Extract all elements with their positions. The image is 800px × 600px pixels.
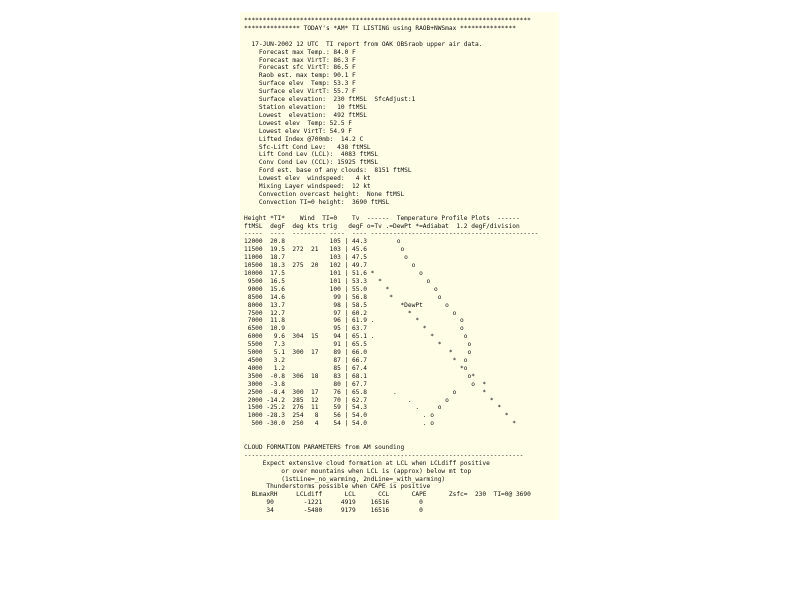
- report-line: Lowest elev windspeed: 4 kt: [244, 175, 371, 183]
- report-line: 12000 20.8 105 | 44.3 o: [244, 238, 401, 246]
- report-line: 7000 11.8 96 | 61.9 . * o: [244, 317, 464, 325]
- report-line: (1stLine=_no_warming, 2ndLine=_with_warming): [244, 475, 446, 483]
- report-line: 5000 5.1 300 17 89 | 66.0 * o: [244, 349, 472, 357]
- report-line: Forecast max Temp.: 84.0 F: [244, 48, 356, 56]
- report-line: 2000 -14.2 285 12 70 | 62.7 . o *: [244, 396, 494, 404]
- report-line: Ford est. base of any clouds: 8151 ftMSL: [244, 167, 412, 175]
- report-line: Raob est. max temp: 90.1 F: [244, 72, 356, 80]
- report-line: 6000 9.6 304 15 94 | 65.1 . * o: [244, 333, 468, 341]
- report-line: *************** TODAY's *AM* TI LISTING using RAOB+NWSmax ***************: [244, 24, 516, 32]
- report-line: 3500 -0.8 306 18 83 | 68.1 o*: [244, 372, 475, 380]
- report-line: Expect extensive cloud formation at LCL when LCLdiff positive: [244, 459, 490, 467]
- report-line: 4000 1.2 85 | 67.4 *o: [244, 364, 468, 372]
- report-line: 90 -1221 4919 16516 0: [244, 499, 423, 507]
- report-line: Surface elev VirtT: 55.7 F: [244, 88, 356, 96]
- report-line: Station elevation: 10 ftMSL: [244, 103, 367, 111]
- report-line: 9500 16.5 101 | 53.3 * o: [244, 277, 431, 285]
- report-line: 11000 18.7 103 | 47.5 o: [244, 254, 408, 262]
- report-line: or over mountains when LCL is (approx) below mt top: [244, 467, 472, 475]
- report-line: 8000 13.7 98 | 58.5 *DewPt o: [244, 301, 449, 309]
- report-line: Forecast sfc VirtT: 86.5 F: [244, 64, 356, 72]
- report-line: Sfc-Lift Cond Lev: 438 ftMSL: [244, 143, 371, 151]
- report-line: BLmaxRH LCLdiff LCL CCL CAPE Zsfc= 230 TI=0@ 3690: [244, 491, 531, 499]
- report-line: Height *TI* Wind TI=0 Tv ------ Temperature Profile Plots ------: [244, 214, 520, 222]
- report-line: Surface elev Temp: 53.3 F: [244, 80, 356, 88]
- report-line: 4500 3.2 87 | 66.7 * o: [244, 356, 468, 364]
- report-line: 10000 17.5 101 | 51.6 * o: [244, 270, 423, 277]
- report-line: ---------------------------------------------------------------------------: [244, 451, 524, 459]
- report-line: 6500 10.9 95 | 63.7 * o: [244, 325, 464, 333]
- report-line: 17-JUN-2002 12 UTC TI report from OAK OBSraob upper air data.: [244, 40, 483, 48]
- report-line: 5500 7.3 91 | 65.5 * o: [244, 341, 472, 349]
- report-line: Lift Cond Lev (LCL): 4083 ftMSL: [244, 151, 379, 159]
- report-line: 10500 18.3 275 20 102 | 49.7 o: [244, 262, 416, 270]
- report-line: Convection TI=0 height: 3690 ftMSL: [244, 198, 390, 206]
- ti-listing-text: [244, 17, 538, 515]
- report-line: *****************************************************************************: [244, 17, 531, 24]
- report-line: CLOUD FORMATION PARAMETERS from AM sounding: [244, 443, 405, 451]
- report-line: 1500 -25.2 276 11 59 | 54.3 . o *: [244, 404, 502, 412]
- report-line: Lowest elevation: 492 ftMSL: [244, 111, 367, 119]
- report-line: 34 -5480 9179 16516 0: [244, 507, 423, 515]
- report-line: ----- ---- --------- ---- ---- ---------------------------------------------: [244, 230, 539, 238]
- report-line: 9000 15.6 100 | 55.0 * o: [244, 285, 438, 293]
- report-line: 1000 -28.3 254 8 56 | 54.0 . o *: [244, 412, 509, 420]
- report-line: 3000 -3.8 80 | 67.7 o *: [244, 380, 487, 388]
- report-line: 8500 14.6 99 | 56.8 * o: [244, 293, 442, 301]
- report-line: Lowest elev VirtT: 54.9 F: [244, 127, 353, 135]
- report-line: 2500 -8.4 300 17 76 | 65.8 . o *: [244, 388, 487, 396]
- report-line: Lowest elev Temp: 52.5 F: [244, 119, 353, 127]
- report-line: Lifted Index @700mb: 14.2 C: [244, 135, 364, 143]
- report-panel: [240, 12, 559, 520]
- report-line: Conv Cond Lev (CCL): 15925 ftMSL: [244, 159, 379, 167]
- report-line: Thunderstorms possible when CAPE is positive: [244, 483, 431, 491]
- report-line: 500 -30.0 250 4 54 | 54.0 . o *: [244, 420, 516, 428]
- report-line: 11500 19.5 272 21 103 | 45.6 o: [244, 246, 405, 254]
- report-line: 7500 12.7 97 | 60.2 * o: [244, 309, 457, 317]
- report-line: Forecast max VirtT: 86.3 F: [244, 56, 356, 64]
- report-line: Convection overcast height: None ftMSL: [244, 190, 405, 198]
- report-line: Surface elevation: 230 ftMSL SfcAdjust:1: [244, 96, 416, 104]
- report-line: ftMSL degF deg kts trig degF o=Tv .=DewPt *=Adiabat 1.2 degF/division: [244, 222, 520, 230]
- report-line: Mixing Layer windspeed: 12 kt: [244, 183, 371, 191]
